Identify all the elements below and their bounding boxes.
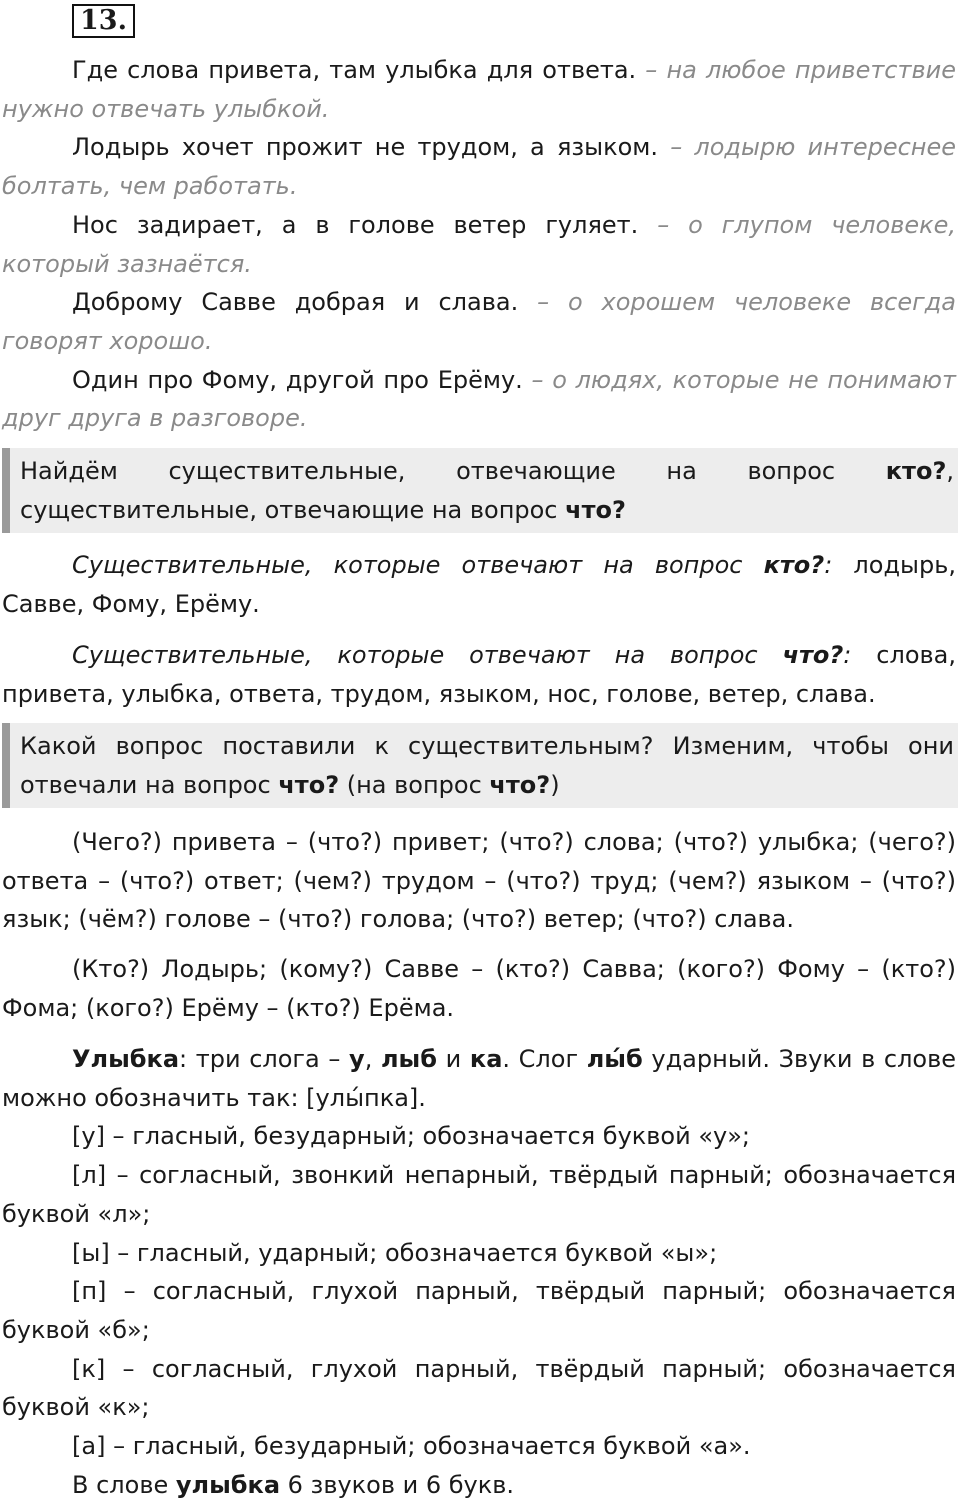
sound-line: [л] – согласный, звонкий непарный, твёрдый парный; обозначается буквой «л»; <box>2 1161 956 1228</box>
proverb-text: Доброму Савве добрая и слава. <box>72 288 519 317</box>
proverb-meaning: – о хорошем человеке всегда говорят хорошо. <box>2 288 957 355</box>
chto-answer: Существительные, которые отвечают на вопрос что?: слова, привета, улыбка, ответа, трудом, языком, нос, голове, ветер, слава. <box>2 641 956 708</box>
proverb-5 <box>2 361 956 438</box>
sound-line: [а] – гласный, безударный; обозначается буквой «а». <box>72 1432 751 1461</box>
task-block-1-text: Найдём существительные, отвечающие на вопрос кто?, существительные, отвечающие на вопрос что? <box>20 457 954 524</box>
sound-line: [п] – согласный, глухой парный, твёрдый парный; обозначается буквой «б»; <box>2 1277 956 1344</box>
proverb-text: Лодырь хочет прожит не трудом, а языком. <box>72 133 659 162</box>
task-number: 13. <box>72 4 135 38</box>
proverb-3 <box>2 206 956 283</box>
analysis-intro: Улыбка: три слога – у, лыб и ка. Слог лы́б ударный. Звуки в слове можно обозначить так: [улы́пка]. <box>2 1045 957 1112</box>
proverb-2 <box>2 128 956 205</box>
analysis-summary: В слове улыбка 6 звуков и 6 букв. <box>72 1470 515 1499</box>
proverb-text: Один про Фому, другой про Ерёму. <box>72 365 523 394</box>
proverb-meaning: – на любое приветствие нужно отвечать улыбкой. <box>2 56 956 123</box>
proverb-meaning: – лодырю интереснее болтать, чем работать. <box>2 133 957 201</box>
kto-answer: Существительные, которые отвечают на вопрос кто?: лодырь, Савве, Фому, Ерёму. <box>2 551 956 618</box>
proverb-text: Нос задирает, а в голове ветер гуляет. <box>72 210 639 239</box>
proverb-meaning: – о людях, которые не понимают друг друга в разговоре. <box>2 365 956 433</box>
proverbs-list <box>2 51 956 438</box>
task-block-1 <box>2 448 958 533</box>
sound-line: [к] – согласный, глухой парный, твёрдый парный; обозначается буквой «к»; <box>2 1354 956 1422</box>
proverb-4 <box>2 283 956 360</box>
proverb-text: Где слова привета, там улыбка для ответа. <box>72 56 637 84</box>
sound-line: [ы] – гласный, ударный; обозначается буквой «ы»; <box>72 1238 718 1267</box>
changes-who: (Кто?) Лодырь; (кому?) Савве – (кто?) Савва; (кого?) Фому – (кто?) Фома; (кого?) Ерёму – (кто?) Ерёма. <box>2 955 956 1022</box>
changes-what: (Чего?) привета – (что?) привет; (что?) слова; (что?) улыбка; (чего?) ответа – (что?) ответ; (чем?) трудом – (что?) труд; (чем?) языком – (что?) язык; (чём?) голове – (что?) голова; (что?) ветер; (что?) слава. <box>2 828 956 934</box>
word-analysis <box>2 1040 956 1504</box>
task-block-2 <box>2 723 958 808</box>
sound-line: [у] – гласный, безударный; обозначается буквой «у»; <box>72 1122 750 1151</box>
task-block-2-text: Какой вопрос поставили к существительным? Изменим, чтобы они отвечали на вопрос что? (на вопрос что?) <box>20 732 954 799</box>
proverb-1 <box>2 51 956 128</box>
proverb-meaning: – о глупом человеке, который зазнаётся. <box>2 210 956 278</box>
